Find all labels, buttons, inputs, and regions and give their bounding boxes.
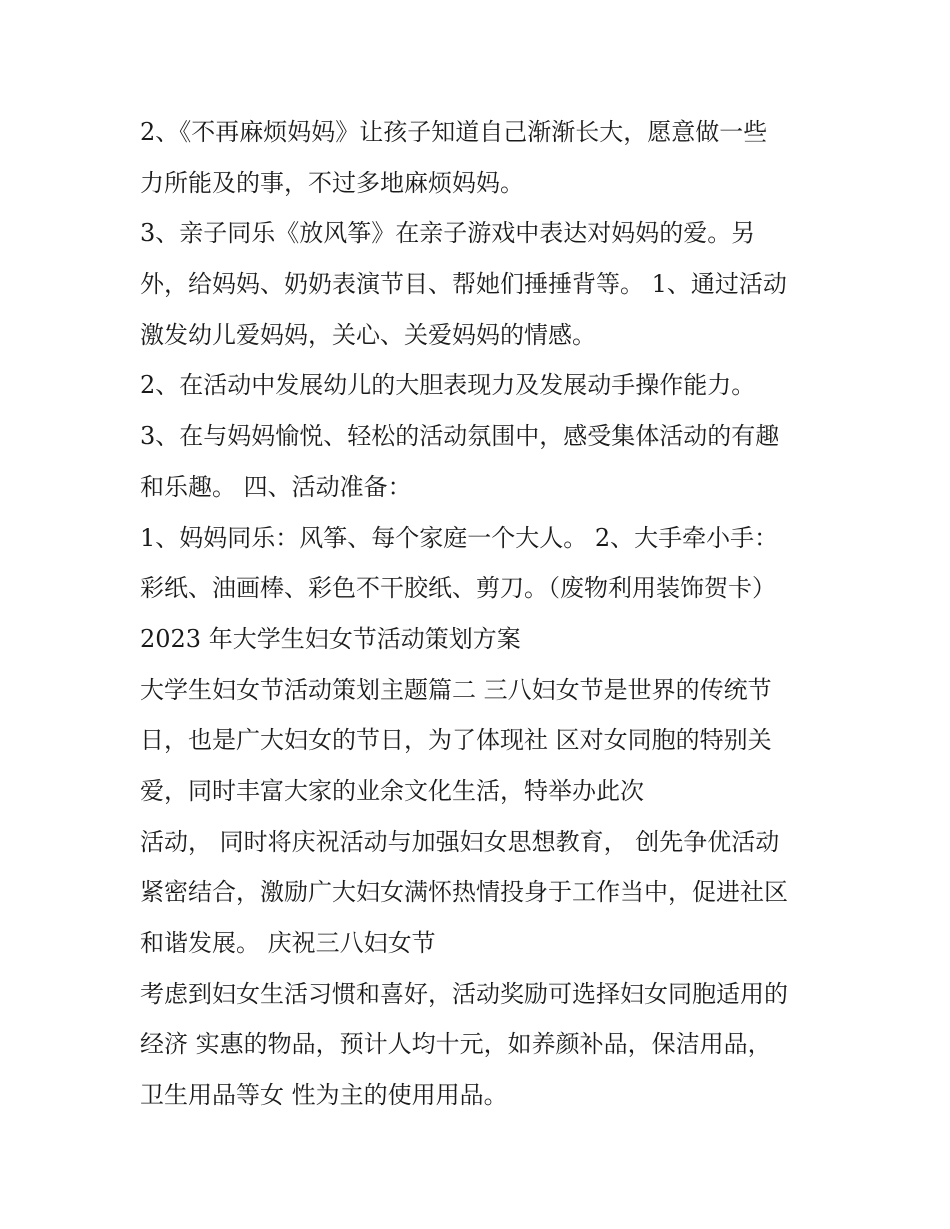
text-line: 1、妈妈同乐：风筝、每个家庭一个大人。 2、大手牵小手： [140, 523, 779, 552]
text-line: 3、亲子同乐《放风筝》在亲子游戏中表达对妈妈的爱。另 [140, 219, 756, 248]
text-line: 经济 实惠的物品，预计人均十元，如养颜补品，保洁用品， [140, 1030, 772, 1059]
text-line: 2、《不再麻烦妈妈》让孩子知道自己渐渐长大，愿意做一些 [140, 118, 768, 146]
text-line: 力所能及的事，不过多地麻烦妈妈。 [140, 168, 524, 197]
text-line: 大学生妇女节活动策划主题篇二 三八妇女节是世界的传统节 [140, 675, 772, 704]
text-line: 日，也是广大妇女的节日，为了体现社 区对女同胞的特别关 [140, 726, 772, 755]
text-line: 外，给妈妈、奶奶表演节目、帮她们捶捶背等。 1、通过活动 [140, 270, 787, 299]
text-line: 卫生用品等女 性为主的使用用品。 [140, 1081, 508, 1110]
text-line: 活动， 同时将庆祝活动与加强妇女思想教育， 创先争优活动 [140, 827, 780, 856]
text-line: 3、在与妈妈愉悦、轻松的活动氛围中，感受集体活动的有趣 [140, 422, 780, 451]
text-line: 紧密结合，激励广大妇女满怀热情投身于工作当中，促进社区 [140, 878, 788, 907]
text-line: 2、在活动中发展幼儿的大胆表现力及发展动手操作能力。 [140, 371, 756, 400]
section-heading: 2023 年大学生妇女节活动策划方案 [140, 624, 521, 653]
text-line: 考虑到妇女生活习惯和喜好，活动奖励可选择妇女同胞适用的 [140, 979, 788, 1008]
text-line: 和谐发展。 庆祝三八妇女节 [140, 929, 436, 957]
text-line: 彩纸、油画棒、彩色不干胶纸、剪刀。（废物利用装饰贺卡） [140, 574, 776, 603]
document-body [140, 107, 830, 1121]
text-line: 激发幼儿爱妈妈，关心、关爱妈妈的情感。 [140, 320, 596, 349]
text-line: 和乐趣。 四、活动准备： [140, 472, 412, 501]
text-line: 爱，同时丰富大家的业余文化生活，特举办此次 [140, 776, 644, 805]
